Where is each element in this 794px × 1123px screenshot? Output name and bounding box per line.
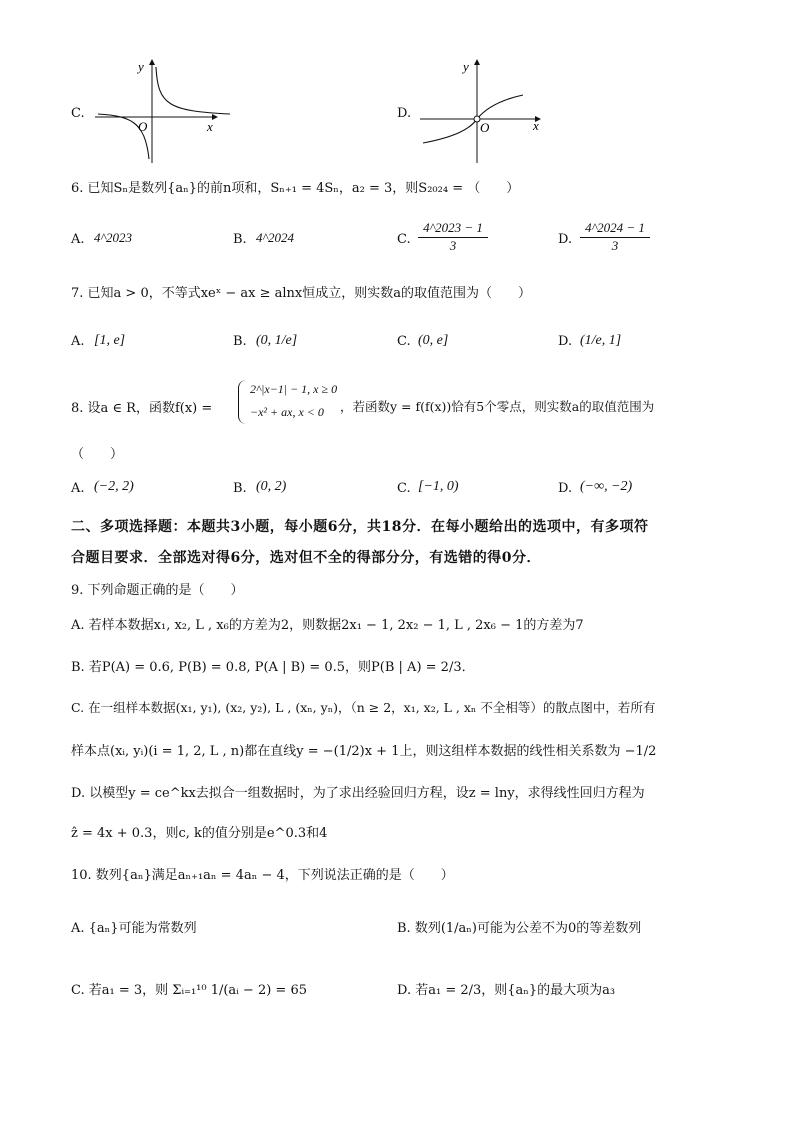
q8-option-b: (0, 2) bbox=[256, 479, 287, 494]
graph-c-origin: O bbox=[138, 119, 148, 134]
q8-option-c-label: C. bbox=[397, 481, 411, 496]
q6-option-c-label: C. bbox=[397, 232, 411, 247]
graph-c-x-label: x bbox=[207, 119, 213, 134]
q6-c-numerator: 4^2023 − 1 bbox=[418, 220, 488, 238]
graph-d bbox=[415, 55, 565, 165]
q8-stem-prefix: 8. 设a ∈ R，函数f(x) = bbox=[71, 401, 213, 416]
q8-blank: （ ） bbox=[71, 447, 124, 462]
graph-d-origin: O bbox=[480, 120, 490, 135]
q7-option-d: (1/e, 1] bbox=[580, 333, 622, 348]
q9-option-c-line2: 样本点(xᵢ, yᵢ)(i = 1, 2, L , n)都在直线y = −(1/2)x + 1上，则这组样本数据的线性相关系数为 −1/2 bbox=[71, 744, 657, 759]
section2-heading-line2: 合题目要求．全部选对得6分，选对但不全的得部分分，有选错的得0分． bbox=[71, 550, 541, 566]
q6-option-a: 4^2023 bbox=[94, 230, 132, 245]
q6-option-a-label: A. bbox=[71, 232, 85, 247]
q10-option-c: C. 若a₁ = 3，则 Σᵢ₌₁¹⁰ 1/(aᵢ − 2) = 65 bbox=[71, 983, 307, 998]
q8-option-a-label: A. bbox=[71, 481, 85, 496]
graph-c-curve-right bbox=[156, 67, 230, 114]
q10-option-a: A. {aₙ}可能为常数列 bbox=[71, 921, 197, 936]
q7-stem: 7. 已知a > 0，不等式xeˣ − ax ≥ alnx恒成立，则实数a的取值范围为（ ） bbox=[71, 286, 532, 301]
q7-option-b-label: B. bbox=[233, 334, 247, 349]
q7-option-a-label: A. bbox=[71, 334, 85, 349]
section2-heading-line1: 二、多项选择题：本题共3小题，每小题6分，共18分．在每小题给出的选项中，有多项符 bbox=[71, 519, 649, 535]
q8-option-c: [−1, 0) bbox=[418, 479, 459, 494]
q7-option-b: (0, 1/e] bbox=[256, 333, 298, 348]
q6-stem: 6. 已知Sₙ是数列{aₙ}的前n项和，Sₙ₊₁ = 4Sₙ，a₂ = 3，则S₂₀₂₄ = （ ） bbox=[71, 181, 520, 196]
q6-d-numerator: 4^2024 − 1 bbox=[580, 220, 650, 238]
q7-option-a: [1, e] bbox=[94, 333, 126, 348]
q7-option-c: (0, e] bbox=[418, 333, 449, 348]
graph-d-y-label: y bbox=[463, 59, 469, 74]
q10-stem: 10. 数列{aₙ}满足aₙ₊₁aₙ = 4aₙ − 4，下列说法正确的是（ ） bbox=[71, 868, 454, 883]
q9-option-d-line1: D. 以模型y = ce^kx去拟合一组数据时，为了求出经验回归方程，设z = lny，求得线性回归方程为 bbox=[71, 786, 645, 801]
q8-case-1: 2^|x−1| − 1, x ≥ 0 bbox=[250, 382, 338, 396]
q8-brace bbox=[238, 380, 247, 424]
q9-option-c-line1: C. 在一组样本数据(x₁, y₁), (x₂, y₂), L , (xₙ, yₙ)，（n ≥ 2，x₁, x₂, L , xₙ 不全相等）的散点图中，若所有 bbox=[71, 700, 656, 715]
q8-option-d-label: D. bbox=[558, 481, 573, 496]
graph-d-x-label: x bbox=[533, 118, 539, 133]
q9-option-d-line2: ẑ = 4x + 0.3，则c, k的值分别是e^0.3和4 bbox=[71, 826, 328, 841]
q6-option-d-label: D. bbox=[558, 232, 573, 247]
graph-c-y-label: y bbox=[138, 59, 144, 74]
q6-option-b: 4^2024 bbox=[256, 230, 294, 245]
q8-option-d: (−∞, −2) bbox=[580, 479, 633, 494]
q9-option-b: B. 若P(A) = 0.6, P(B) = 0.8, P(A | B) = 0.5，则P(B | A) = 2/3． bbox=[71, 660, 475, 675]
q6-d-denominator: 3 bbox=[611, 238, 619, 253]
option-c-label: C. bbox=[71, 106, 85, 121]
q6-option-c bbox=[418, 220, 488, 254]
q8-option-b-label: B. bbox=[233, 481, 247, 496]
q6-c-denominator: 3 bbox=[449, 238, 457, 253]
q7-option-c-label: C. bbox=[397, 334, 411, 349]
q7-option-d-label: D. bbox=[558, 334, 573, 349]
graph-c bbox=[90, 55, 240, 165]
q9-stem: 9. 下列命题正确的是（ ） bbox=[71, 583, 244, 598]
q10-option-d: D. 若a₁ = 2/3，则{aₙ}的最大项为a₃ bbox=[397, 983, 616, 998]
q6-option-b-label: B. bbox=[233, 232, 247, 247]
q10-option-b: B. 数列(1/aₙ)可能为公差不为0的等差数列 bbox=[397, 921, 642, 936]
q6-option-d bbox=[580, 220, 650, 254]
q8-stem-suffix: ，若函数y = f(f(x))恰有5个零点，则实数a的取值范围为 bbox=[340, 399, 655, 414]
option-d-label: D. bbox=[397, 106, 412, 121]
q8-option-a: (−2, 2) bbox=[94, 479, 134, 494]
q9-option-a: A. 若样本数据x₁, x₂, L , x₆的方差为2，则数据2x₁ − 1, 2x₂ − 1, L , 2x₆ − 1的方差为7 bbox=[71, 618, 584, 633]
q8-case-2: −x² + ax, x < 0 bbox=[250, 405, 324, 419]
